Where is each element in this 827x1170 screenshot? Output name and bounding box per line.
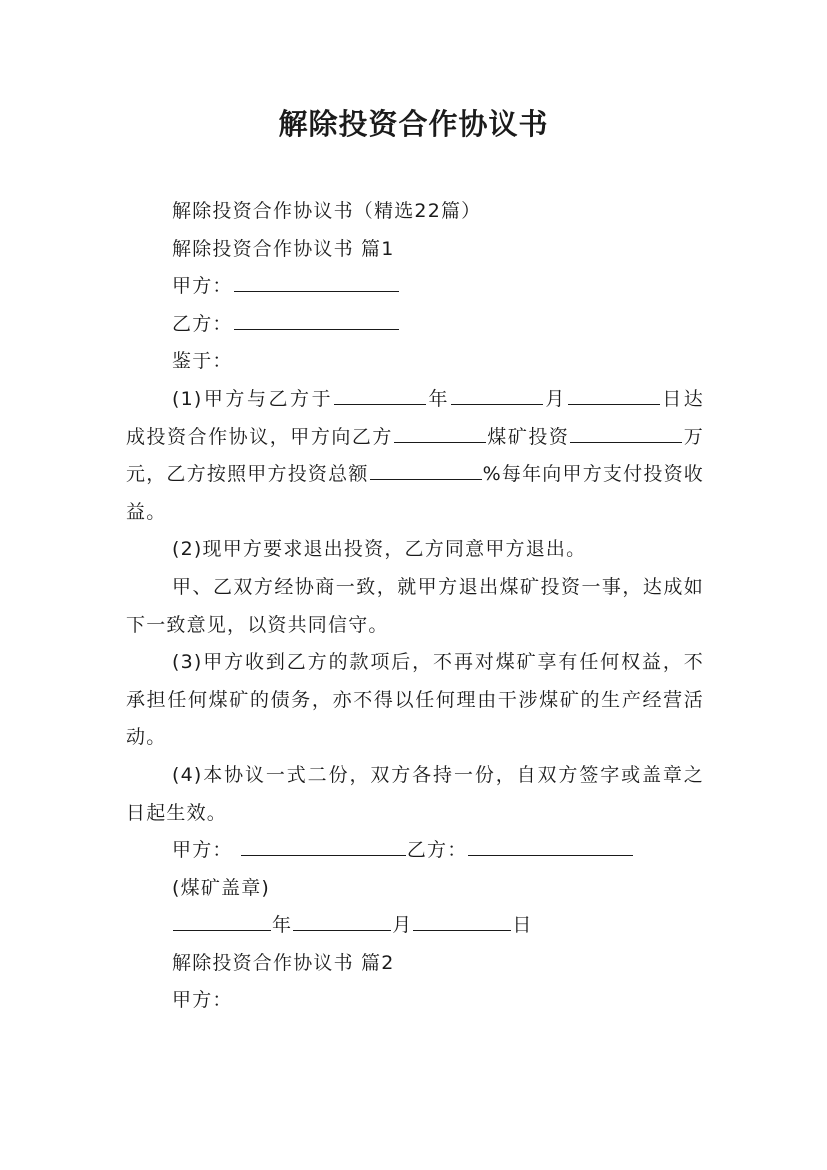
clause-1-text-d: 日达成投资合作协议，甲方向乙方 [126,387,704,448]
date-month-blank [293,910,391,931]
date-line [126,907,704,945]
party-a-line [126,268,704,306]
document-subtitle: 解除投资合作协议书（精选22篇） [172,200,482,222]
date-year-blank [173,910,271,931]
clause-3: (3)甲方收到乙方的款项后，不再对煤矿享有任何权益，不承担任何煤矿的债务，亦不得以任何理由干涉煤矿的生产经营活动。 [126,651,704,749]
consensus-paragraph: 甲、乙双方经协商一致，就甲方退出煤矿投资一事，达成如下一致意见，以资共同信守。 [126,575,704,636]
party-a-label: 甲方： [172,275,233,298]
year-blank [334,384,426,405]
clause-4: (4)本协议一式二份，双方各持一份，自双方签字或盖章之日起生效。 [126,763,704,824]
clause-1-text-a: (1)甲方与乙方于 [172,387,334,410]
sign-party-b-blank [468,835,633,856]
day-blank [568,384,660,405]
party-b-label: 乙方： [172,312,233,335]
month-blank [451,384,543,405]
sign-party-b-label: 乙方： [406,839,468,862]
clause-1-text-f: 万元，乙方按照甲方投资总额 [126,425,704,486]
clause-2: (2)现甲方要求退出投资，乙方同意甲方退出。 [172,538,587,561]
clause-1-text-b: 年 [427,387,451,410]
section-2-party-a-label: 甲方： [172,989,233,1012]
date-day-blank [413,910,511,931]
party-a-blank [234,271,399,292]
mine-name-blank [394,422,486,443]
clause-1 [126,381,704,531]
section-heading-1: 解除投资合作协议书 篇1 [172,237,395,260]
sign-party-a-label: 甲方： [172,839,233,862]
date-day-label: 日 [512,914,533,937]
document-title: 解除投资合作协议书 [278,107,549,141]
clause-1-text-e: 煤矿投资 [486,425,570,448]
party-b-blank [234,309,399,330]
date-month-label: 月 [392,914,413,937]
sign-party-a-blank [241,835,406,856]
clause-1-text-c: 月 [544,387,567,410]
percentage-blank [370,459,482,480]
document-body [126,193,704,1020]
date-year-label: 年 [272,914,293,937]
seal-note: (煤矿盖章) [172,876,271,899]
party-b-line [126,306,704,344]
whereas-label: 鉴于： [172,350,233,373]
section-heading-2: 解除投资合作协议书 篇2 [172,951,395,974]
signature-line [126,832,704,870]
clause-1-text-g: %每年向甲方支付投资收益。 [126,463,704,523]
investment-amount-blank [570,422,682,443]
